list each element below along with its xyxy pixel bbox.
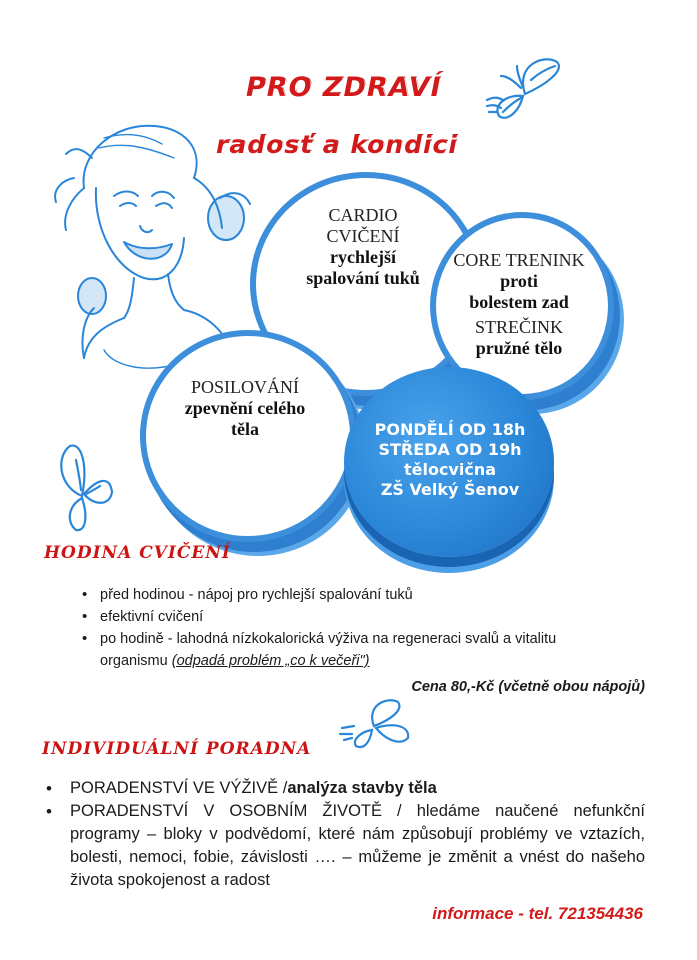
note-text: (odpadá problém „co k večeři") — [171, 653, 370, 669]
schedule-text: PONDĚLÍ OD 18h STŘEDA OD 19h tělocvična ZŠ Velký Šenov — [374, 420, 526, 499]
list-item: • po hodině - lahodná nízkokalorická výživa na regeneraci svalů a vitalitu organismu (odpadá problém „co k večeři") — [78, 628, 668, 672]
page-subtitle: radosť a kondici — [216, 130, 458, 159]
poradna-list — [40, 777, 645, 892]
section-heading-poradna: INDIVIDUÁLNÍ PORADNA — [42, 739, 312, 759]
list-item: • před hodinou - nápoj pro rychlejší spalování tuků — [78, 584, 668, 606]
section-heading-hodina: HODINA CVIČENÍ — [44, 543, 231, 563]
list-item: • PORADENSTVÍ VE VÝŽIVĚ /analýza stavby těla — [40, 777, 645, 800]
list-item: • efektivní cvičení — [78, 606, 668, 628]
butterfly-icon — [338, 696, 418, 752]
posilovani-text: POSILOVÁNÍ zpevnění celého těla — [184, 377, 306, 439]
core-text: CORE TRENINK proti bolestem zad STREČINK pružné tělo — [453, 250, 585, 358]
butterfly-icon — [485, 54, 570, 124]
contact-text: informace - tel. 721354436 — [432, 904, 643, 923]
cardio-text: CARDIO CVIČENÍ rychlejší spalování tuků — [306, 205, 420, 288]
list-item: • PORADENSTVÍ V OSOBNÍM ŽIVOTĚ / hledáme naučené nefunkční programy – bloky v podvědomí, které nám způsobují problémy ve vztazích, bolesti, nemoci, fobie, závislosti …. – můžeme je změnit a vnést do našeho života spokojenost a radost — [40, 800, 645, 892]
page-title: PRO ZDRAVÍ — [246, 72, 442, 103]
price-text: Cena 80,-Kč (včetně obou nápojů) — [411, 679, 645, 695]
butterfly-icon — [48, 436, 118, 536]
hodina-list — [78, 584, 668, 672]
